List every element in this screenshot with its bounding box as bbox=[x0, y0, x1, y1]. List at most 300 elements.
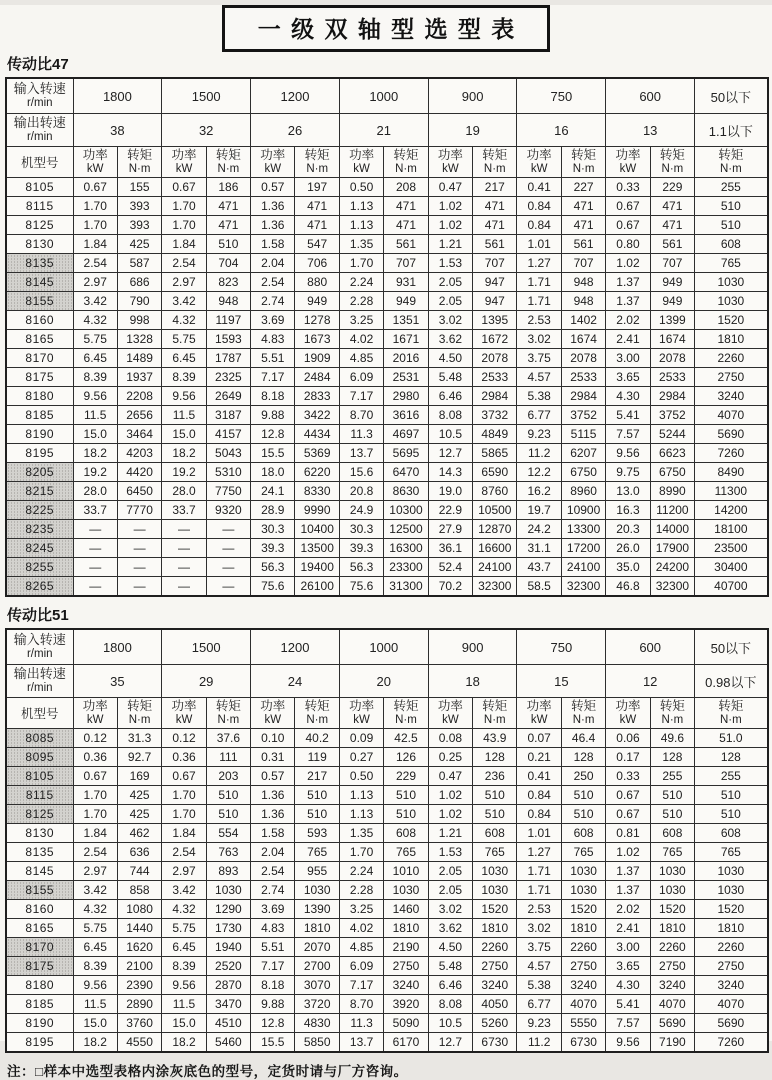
torque-cell: 510 bbox=[695, 786, 768, 805]
torque-cell: 9990 bbox=[295, 501, 339, 520]
torque-cell: 2484 bbox=[295, 368, 339, 387]
table-row bbox=[6, 368, 768, 387]
torque-cell: 1672 bbox=[473, 330, 517, 349]
torque-cell: 1673 bbox=[295, 330, 339, 349]
power-cell: 3.65 bbox=[606, 957, 650, 976]
torque-cell: 471 bbox=[650, 197, 694, 216]
power-cell: 18.2 bbox=[73, 1033, 117, 1053]
torque-cell: 2984 bbox=[650, 387, 694, 406]
torque-cell: 2100 bbox=[117, 957, 161, 976]
torque-cell: 510 bbox=[384, 786, 428, 805]
torque-cell: 949 bbox=[295, 292, 339, 311]
power-cell: 1.02 bbox=[428, 786, 472, 805]
power-cell: 2.41 bbox=[606, 330, 650, 349]
power-cell: 4.30 bbox=[606, 976, 650, 995]
torque-cell: 5090 bbox=[384, 1014, 428, 1033]
torque-cell: 425 bbox=[117, 786, 161, 805]
torque-cell: 7770 bbox=[117, 501, 161, 520]
torque-cell: 16300 bbox=[384, 539, 428, 558]
torque-cell: 1671 bbox=[384, 330, 428, 349]
input-speed-value: 50以下 bbox=[695, 629, 768, 665]
power-cell: 3.42 bbox=[162, 292, 206, 311]
power-cell: 1.70 bbox=[73, 786, 117, 805]
torque-cell: 1290 bbox=[206, 900, 250, 919]
power-cell: 6.77 bbox=[517, 406, 561, 425]
torque-cell: 858 bbox=[117, 881, 161, 900]
torque-cell: 255 bbox=[695, 767, 768, 786]
power-cell: 0.33 bbox=[606, 767, 650, 786]
power-cell: 0.41 bbox=[517, 767, 561, 786]
power-cell: 15.0 bbox=[162, 1014, 206, 1033]
torque-cell: 1395 bbox=[473, 311, 517, 330]
torque-cell: 608 bbox=[650, 824, 694, 843]
power-cell: 0.27 bbox=[339, 748, 383, 767]
power-cell: 6.45 bbox=[73, 938, 117, 957]
power-cell: 1.70 bbox=[73, 216, 117, 235]
power-cell: 36.1 bbox=[428, 539, 472, 558]
torque-cell: 6750 bbox=[561, 463, 605, 482]
torque-cell: 3070 bbox=[295, 976, 339, 995]
input-speed-value: 750 bbox=[517, 78, 606, 114]
torque-cell: 227 bbox=[561, 178, 605, 197]
power-cell: 4.57 bbox=[517, 957, 561, 976]
torque-cell: 9320 bbox=[206, 501, 250, 520]
model-cell: 8115 bbox=[6, 786, 73, 805]
output-speed-value: 35 bbox=[73, 665, 162, 698]
power-cell: 10.5 bbox=[428, 425, 472, 444]
power-cell: 8.08 bbox=[428, 406, 472, 425]
power-cell: 1.13 bbox=[339, 805, 383, 824]
torque-cell: 998 bbox=[117, 311, 161, 330]
torque-cell: 30400 bbox=[695, 558, 768, 577]
table-row bbox=[6, 862, 768, 881]
torque-cell: 1810 bbox=[473, 919, 517, 938]
power-cell: 2.54 bbox=[251, 862, 295, 881]
power-cell: 9.88 bbox=[251, 406, 295, 425]
torque-cell: 4420 bbox=[117, 463, 161, 482]
power-cell: 2.05 bbox=[428, 862, 472, 881]
torque-cell: 1909 bbox=[295, 349, 339, 368]
power-cell: 31.1 bbox=[517, 539, 561, 558]
torque-cell: 510 bbox=[206, 235, 250, 254]
power-cell: 2.97 bbox=[162, 862, 206, 881]
torque-cell: 4830 bbox=[295, 1014, 339, 1033]
model-cell: 8125 bbox=[6, 805, 73, 824]
power-cell: 4.32 bbox=[73, 311, 117, 330]
torque-cell: 4070 bbox=[695, 995, 768, 1014]
model-cell: 8155 bbox=[6, 292, 73, 311]
power-cell: 7.17 bbox=[251, 368, 295, 387]
power-header: 功率 kW bbox=[162, 698, 206, 729]
power-cell: 1.71 bbox=[517, 292, 561, 311]
torque-cell: 18100 bbox=[695, 520, 768, 539]
power-cell: 2.53 bbox=[517, 311, 561, 330]
torque-cell: 5244 bbox=[650, 425, 694, 444]
torque-cell: 3720 bbox=[295, 995, 339, 1014]
torque-cell: 1520 bbox=[695, 311, 768, 330]
power-cell: 3.42 bbox=[162, 881, 206, 900]
table-row bbox=[6, 178, 768, 197]
power-cell: 2.53 bbox=[517, 900, 561, 919]
torque-cell: 3187 bbox=[206, 406, 250, 425]
table-row bbox=[6, 767, 768, 786]
model-cell: 8225 bbox=[6, 501, 73, 520]
torque-cell: 554 bbox=[206, 824, 250, 843]
torque-cell: 1937 bbox=[117, 368, 161, 387]
model-cell: 8185 bbox=[6, 406, 73, 425]
power-cell: 4.32 bbox=[162, 311, 206, 330]
power-cell: 11.3 bbox=[339, 1014, 383, 1033]
torque-cell: 2533 bbox=[561, 368, 605, 387]
torque-cell: 126 bbox=[384, 748, 428, 767]
power-header: 功率 kW bbox=[251, 147, 295, 178]
torque-cell: 5850 bbox=[295, 1033, 339, 1053]
torque-cell: — bbox=[117, 539, 161, 558]
table-row bbox=[6, 444, 768, 463]
torque-cell: 40.2 bbox=[295, 729, 339, 748]
torque-cell: 111 bbox=[206, 748, 250, 767]
power-cell: 1.37 bbox=[606, 292, 650, 311]
torque-cell: 1520 bbox=[650, 900, 694, 919]
power-cell: 9.75 bbox=[606, 463, 650, 482]
torque-cell: 5550 bbox=[561, 1014, 605, 1033]
torque-cell: 393 bbox=[117, 197, 161, 216]
power-cell: 43.7 bbox=[517, 558, 561, 577]
torque-cell: 765 bbox=[650, 843, 694, 862]
power-cell: 15.0 bbox=[73, 1014, 117, 1033]
model-cell: 8180 bbox=[6, 976, 73, 995]
power-cell: 2.54 bbox=[73, 843, 117, 862]
torque-cell: 155 bbox=[117, 178, 161, 197]
torque-cell: 765 bbox=[473, 843, 517, 862]
torque-cell: 765 bbox=[695, 843, 768, 862]
torque-cell: 1593 bbox=[206, 330, 250, 349]
torque-cell: 510 bbox=[650, 805, 694, 824]
torque-cell: 471 bbox=[295, 216, 339, 235]
output-speed-value: 18 bbox=[428, 665, 517, 698]
torque-cell: 3422 bbox=[295, 406, 339, 425]
torque-cell: 593 bbox=[295, 824, 339, 843]
torque-cell: 2750 bbox=[473, 957, 517, 976]
power-cell: 19.2 bbox=[73, 463, 117, 482]
torque-cell: 510 bbox=[695, 805, 768, 824]
power-cell: 35.0 bbox=[606, 558, 650, 577]
input-speed-value: 1500 bbox=[162, 78, 251, 114]
torque-cell: 186 bbox=[206, 178, 250, 197]
torque-cell: 425 bbox=[117, 235, 161, 254]
torque-cell: 2260 bbox=[695, 349, 768, 368]
input-speed-value: 1000 bbox=[339, 78, 428, 114]
model-cell: 8195 bbox=[6, 444, 73, 463]
power-cell: 4.57 bbox=[517, 368, 561, 387]
model-header: 机型号 bbox=[6, 698, 73, 729]
power-cell: 33.7 bbox=[162, 501, 206, 520]
torque-cell: 10300 bbox=[384, 501, 428, 520]
power-cell: 2.54 bbox=[162, 843, 206, 862]
input-speed-value: 1800 bbox=[73, 78, 162, 114]
torque-cell: 51.0 bbox=[695, 729, 768, 748]
torque-cell: 3752 bbox=[650, 406, 694, 425]
power-cell: 2.54 bbox=[162, 254, 206, 273]
power-cell: 0.07 bbox=[517, 729, 561, 748]
power-cell: 28.0 bbox=[73, 482, 117, 501]
torque-cell: 547 bbox=[295, 235, 339, 254]
torque-header: 转矩 N·m bbox=[117, 147, 161, 178]
torque-cell: 2260 bbox=[561, 938, 605, 957]
torque-cell: 1030 bbox=[561, 862, 605, 881]
power-cell: 0.47 bbox=[428, 767, 472, 786]
power-cell: 30.3 bbox=[339, 520, 383, 539]
torque-cell: 6590 bbox=[473, 463, 517, 482]
power-cell: 5.38 bbox=[517, 387, 561, 406]
power-cell: 0.12 bbox=[73, 729, 117, 748]
power-cell: 28.0 bbox=[162, 482, 206, 501]
torque-cell: 5260 bbox=[473, 1014, 517, 1033]
power-cell: 39.3 bbox=[251, 539, 295, 558]
power-cell: 2.74 bbox=[251, 292, 295, 311]
torque-cell: 6207 bbox=[561, 444, 605, 463]
torque-cell: 4550 bbox=[117, 1033, 161, 1053]
torque-cell: 1197 bbox=[206, 311, 250, 330]
power-cell: 26.0 bbox=[606, 539, 650, 558]
model-cell: 8105 bbox=[6, 767, 73, 786]
torque-cell: 6470 bbox=[384, 463, 428, 482]
power-cell: 0.33 bbox=[606, 178, 650, 197]
torque-cell: 947 bbox=[473, 273, 517, 292]
torque-cell: 2078 bbox=[473, 349, 517, 368]
power-cell: 7.17 bbox=[339, 387, 383, 406]
torque-cell: 17900 bbox=[650, 539, 694, 558]
power-cell: 13.0 bbox=[606, 482, 650, 501]
torque-cell: 471 bbox=[384, 216, 428, 235]
torque-cell: 42.5 bbox=[384, 729, 428, 748]
power-cell: 5.41 bbox=[606, 406, 650, 425]
torque-cell: 11300 bbox=[695, 482, 768, 501]
power-cell: 3.65 bbox=[606, 368, 650, 387]
torque-cell: 1030 bbox=[695, 881, 768, 900]
power-cell: 11.2 bbox=[517, 1033, 561, 1053]
torque-cell: 5690 bbox=[695, 1014, 768, 1033]
torque-cell: 1030 bbox=[695, 273, 768, 292]
power-cell: 39.3 bbox=[339, 539, 383, 558]
torque-cell: 1730 bbox=[206, 919, 250, 938]
power-cell: 0.67 bbox=[606, 786, 650, 805]
torque-cell: 1328 bbox=[117, 330, 161, 349]
torque-cell: 462 bbox=[117, 824, 161, 843]
power-cell: 6.46 bbox=[428, 976, 472, 995]
model-cell: 8190 bbox=[6, 425, 73, 444]
input-speed-value: 1000 bbox=[339, 629, 428, 665]
model-cell: 8175 bbox=[6, 368, 73, 387]
torque-cell: 1460 bbox=[384, 900, 428, 919]
power-cell: 8.39 bbox=[73, 957, 117, 976]
output-speed-value: 1.1以下 bbox=[695, 114, 768, 147]
input-speed-value: 50以下 bbox=[695, 78, 768, 114]
torque-cell: 949 bbox=[650, 292, 694, 311]
input-speed-header: 输入转速 r/min bbox=[6, 78, 73, 114]
model-cell: 8125 bbox=[6, 216, 73, 235]
torque-cell: 471 bbox=[650, 216, 694, 235]
table-row bbox=[6, 729, 768, 748]
torque-cell: 229 bbox=[650, 178, 694, 197]
power-cell: 6.09 bbox=[339, 957, 383, 976]
power-cell: 5.51 bbox=[251, 938, 295, 957]
power-cell: 1.70 bbox=[339, 843, 383, 862]
torque-cell: 128 bbox=[561, 748, 605, 767]
torque-cell: 2980 bbox=[384, 387, 428, 406]
power-cell: 1.27 bbox=[517, 843, 561, 862]
power-cell: 1.13 bbox=[339, 216, 383, 235]
power-cell: 3.42 bbox=[73, 881, 117, 900]
torque-cell: 471 bbox=[561, 216, 605, 235]
power-cell: 3.02 bbox=[428, 311, 472, 330]
power-header: 功率 kW bbox=[73, 698, 117, 729]
model-cell: 8180 bbox=[6, 387, 73, 406]
power-cell: 1.70 bbox=[162, 197, 206, 216]
torque-cell: 2649 bbox=[206, 387, 250, 406]
power-cell: — bbox=[73, 577, 117, 597]
power-header: 功率 kW bbox=[606, 698, 650, 729]
power-cell: 1.13 bbox=[339, 197, 383, 216]
output-speed-value: 24 bbox=[251, 665, 340, 698]
power-cell: 1.84 bbox=[73, 235, 117, 254]
power-cell: 2.28 bbox=[339, 292, 383, 311]
torque-cell: 2984 bbox=[561, 387, 605, 406]
torque-cell: 1810 bbox=[695, 330, 768, 349]
torque-cell: 931 bbox=[384, 273, 428, 292]
power-cell: 4.83 bbox=[251, 330, 295, 349]
torque-header: 转矩 N·m bbox=[561, 698, 605, 729]
torque-cell: 2260 bbox=[473, 938, 517, 957]
power-cell: 1.01 bbox=[517, 235, 561, 254]
torque-cell: 1030 bbox=[695, 862, 768, 881]
power-cell: 9.56 bbox=[73, 976, 117, 995]
torque-cell: 510 bbox=[295, 786, 339, 805]
power-cell: 9.23 bbox=[517, 1014, 561, 1033]
power-cell: 15.0 bbox=[73, 425, 117, 444]
power-cell: 11.2 bbox=[517, 444, 561, 463]
power-cell: 5.48 bbox=[428, 957, 472, 976]
power-header: 功率 kW bbox=[339, 698, 383, 729]
torque-cell: 1402 bbox=[561, 311, 605, 330]
torque-cell: 2750 bbox=[695, 957, 768, 976]
power-cell: 5.51 bbox=[251, 349, 295, 368]
power-cell: 3.75 bbox=[517, 349, 561, 368]
power-cell: — bbox=[162, 520, 206, 539]
torque-cell: — bbox=[117, 558, 161, 577]
torque-cell: 8490 bbox=[695, 463, 768, 482]
power-cell: 1.71 bbox=[517, 273, 561, 292]
torque-cell: 19400 bbox=[295, 558, 339, 577]
power-cell: 0.06 bbox=[606, 729, 650, 748]
table-row bbox=[6, 539, 768, 558]
power-cell: — bbox=[73, 520, 117, 539]
torque-cell: 128 bbox=[695, 748, 768, 767]
power-cell: 3.00 bbox=[606, 349, 650, 368]
selection-table-ratio-47 bbox=[5, 77, 769, 597]
power-cell: 15.6 bbox=[339, 463, 383, 482]
power-cell: 5.38 bbox=[517, 976, 561, 995]
power-cell: 19.0 bbox=[428, 482, 472, 501]
torque-cell: 46.4 bbox=[561, 729, 605, 748]
table-row bbox=[6, 881, 768, 900]
table-row bbox=[6, 805, 768, 824]
power-cell: 2.24 bbox=[339, 273, 383, 292]
power-cell: 0.57 bbox=[251, 178, 295, 197]
torque-cell: 6730 bbox=[473, 1033, 517, 1053]
torque-cell: 1810 bbox=[561, 919, 605, 938]
power-header: 功率 kW bbox=[251, 698, 295, 729]
torque-cell: 3752 bbox=[561, 406, 605, 425]
power-cell: — bbox=[73, 558, 117, 577]
power-cell: 9.56 bbox=[606, 444, 650, 463]
table-row bbox=[6, 349, 768, 368]
power-cell: 0.80 bbox=[606, 235, 650, 254]
power-cell: 3.69 bbox=[251, 311, 295, 330]
torque-header: 转矩 N·m bbox=[650, 147, 694, 178]
torque-cell: 3240 bbox=[650, 976, 694, 995]
torque-cell: 1351 bbox=[384, 311, 428, 330]
torque-cell: 823 bbox=[206, 273, 250, 292]
power-cell: 1.21 bbox=[428, 235, 472, 254]
torque-cell: 2260 bbox=[650, 938, 694, 957]
torque-cell: 949 bbox=[650, 273, 694, 292]
power-cell: 1.36 bbox=[251, 216, 295, 235]
torque-cell: 608 bbox=[561, 824, 605, 843]
power-cell: 13.7 bbox=[339, 1033, 383, 1053]
table-row bbox=[6, 406, 768, 425]
power-cell: 3.69 bbox=[251, 900, 295, 919]
power-cell: 12.8 bbox=[251, 1014, 295, 1033]
table-row bbox=[6, 520, 768, 539]
input-speed-header: 输入转速 r/min bbox=[6, 629, 73, 665]
torque-cell: 510 bbox=[473, 805, 517, 824]
torque-cell: 1810 bbox=[295, 919, 339, 938]
power-cell: 1.13 bbox=[339, 786, 383, 805]
power-cell: 0.84 bbox=[517, 786, 561, 805]
power-cell: 12.8 bbox=[251, 425, 295, 444]
torque-cell: 3464 bbox=[117, 425, 161, 444]
power-cell: 18.2 bbox=[73, 444, 117, 463]
table-row bbox=[6, 425, 768, 444]
power-cell: 1.37 bbox=[606, 273, 650, 292]
table-row bbox=[6, 976, 768, 995]
torque-cell: 471 bbox=[473, 197, 517, 216]
torque-header: 转矩 N·m bbox=[295, 147, 339, 178]
torque-cell: 1030 bbox=[206, 881, 250, 900]
table-row bbox=[6, 900, 768, 919]
power-cell: 0.67 bbox=[606, 805, 650, 824]
table-row bbox=[6, 463, 768, 482]
model-cell: 8170 bbox=[6, 349, 73, 368]
model-cell: 8170 bbox=[6, 938, 73, 957]
torque-cell: 765 bbox=[384, 843, 428, 862]
table-row bbox=[6, 197, 768, 216]
torque-cell: 32300 bbox=[473, 577, 517, 597]
torque-cell: 4157 bbox=[206, 425, 250, 444]
torque-cell: 8990 bbox=[650, 482, 694, 501]
torque-cell: 706 bbox=[295, 254, 339, 273]
power-cell: 6.45 bbox=[73, 349, 117, 368]
table-row bbox=[6, 748, 768, 767]
torque-cell: 2533 bbox=[473, 368, 517, 387]
power-cell: 2.54 bbox=[251, 273, 295, 292]
torque-cell: 92.7 bbox=[117, 748, 161, 767]
power-cell: 9.56 bbox=[162, 387, 206, 406]
power-cell: 19.2 bbox=[162, 463, 206, 482]
input-speed-value: 600 bbox=[606, 78, 695, 114]
torque-cell: 24100 bbox=[561, 558, 605, 577]
